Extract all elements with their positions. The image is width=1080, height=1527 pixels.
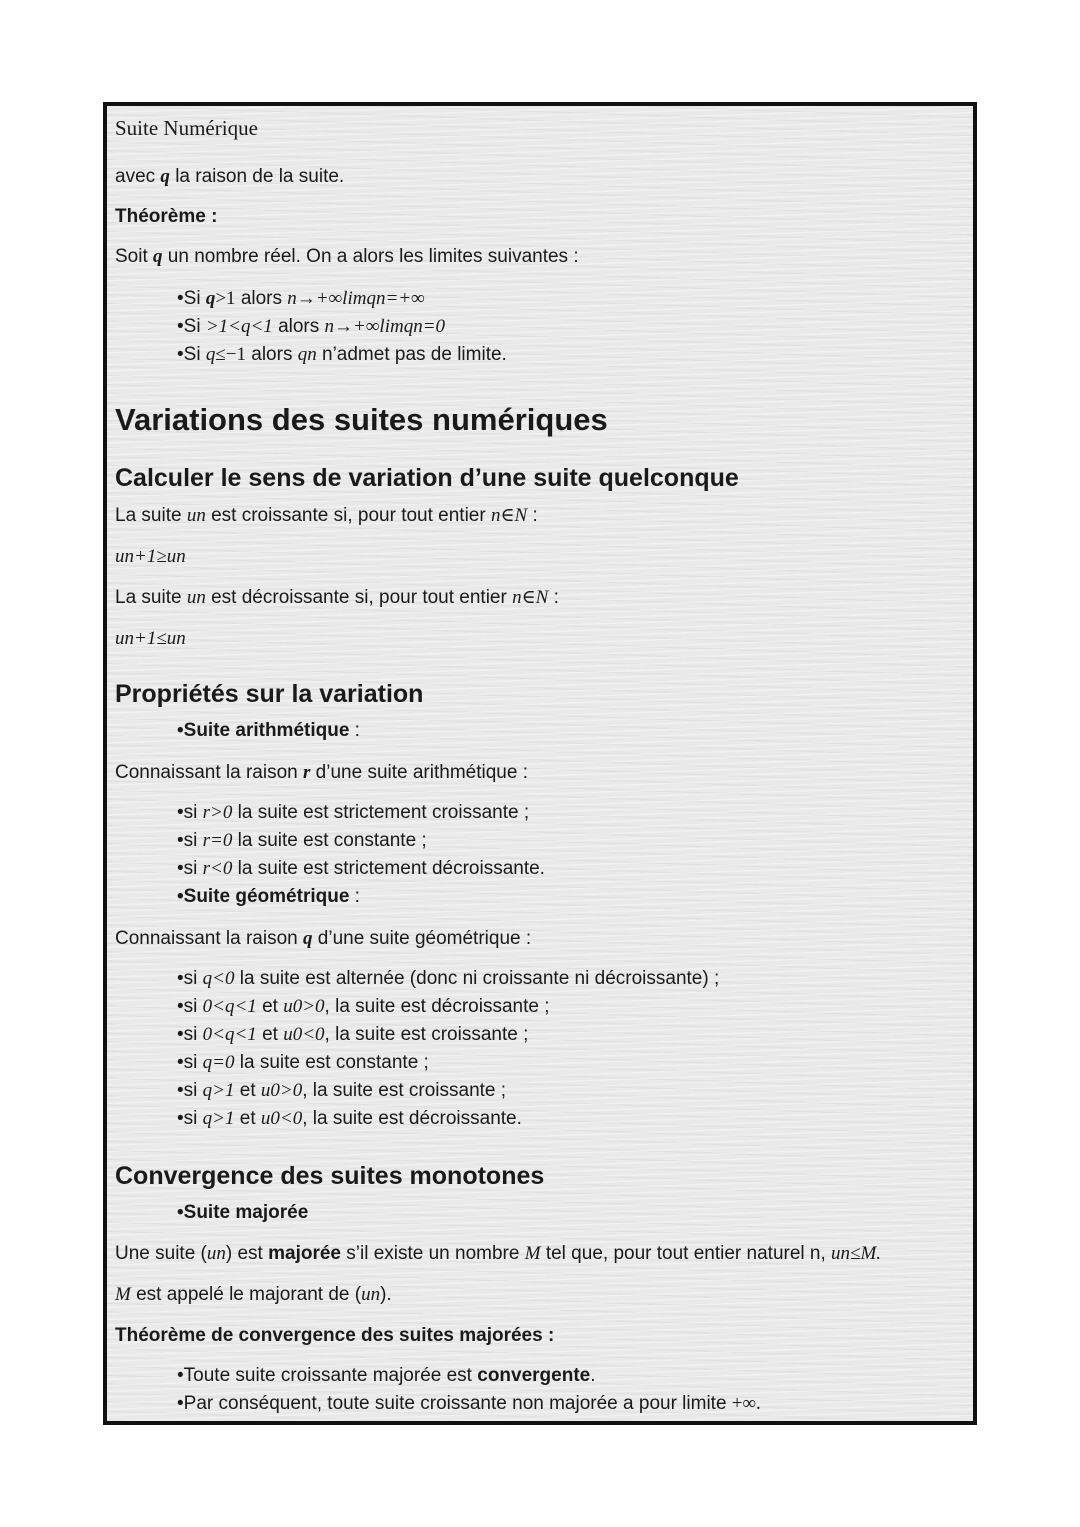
limit-item-3: •Si q≤−1 alors qn n’admet pas de limite. <box>177 344 507 365</box>
soit-q-line: Soit q un nombre réel. On a alors les limites suivantes : <box>115 246 579 267</box>
geo-intro: Connaissant la raison q d’une suite géométrique : <box>115 928 532 949</box>
arith-label: •Suite arithmétique : <box>177 720 360 741</box>
geo-item-4: •si q=0 la suite est constante ; <box>177 1052 429 1073</box>
convergence-item-1: •Toute suite croissante majorée est convergente. <box>177 1365 596 1386</box>
geo-label: •Suite géométrique : <box>177 886 360 907</box>
geo-item-6: •si q>1 et u0<0, la suite est décroissante. <box>177 1108 522 1129</box>
croissante-def: La suite un est croissante si, pour tout entier n∈N : <box>115 505 538 526</box>
arith-item-1: •si r>0 la suite est strictement croissante ; <box>177 802 530 823</box>
decroissante-formula: un+1≤un <box>115 628 186 649</box>
limit-item-1: •Si q>1 alors n→+∞limqn=+∞ <box>177 288 425 309</box>
convergence-item-2: •Par conséquent, toute suite croissante non majorée a pour limite +∞. <box>177 1393 761 1414</box>
arith-item-2: •si r=0 la suite est constante ; <box>177 830 427 851</box>
geo-item-1: •si q<0 la suite est alternée (donc ni croissante ni décroissante) ; <box>177 968 720 989</box>
subsection-title-convergence: Convergence des suites monotones <box>115 1162 545 1190</box>
theoreme-convergence-title: Théorème de convergence des suites majorées : <box>115 1325 555 1346</box>
arith-intro: Connaissant la raison r d’une suite arithmétique : <box>115 762 528 783</box>
header-title: Suite Numérique <box>115 116 258 140</box>
decroissante-def: La suite un est décroissante si, pour tout entier n∈N : <box>115 587 559 608</box>
theoreme-label: Théorème : <box>115 206 218 227</box>
section-title-variations: Variations des suites numériques <box>115 402 608 437</box>
arith-item-3: •si r<0 la suite est strictement décroissante. <box>177 858 545 879</box>
geo-item-2: •si 0<q<1 et u0>0, la suite est décroissante ; <box>177 996 550 1017</box>
subsection-title-sens: Calculer le sens de variation d’une suite quelconque <box>115 464 739 492</box>
avec-q-line: avec q la raison de la suite. <box>115 166 345 187</box>
majoree-def: Une suite (un) est majorée s’il existe un nombre M tel que, pour tout entier naturel n, un≤M. <box>115 1243 882 1264</box>
page-frame <box>103 102 977 1425</box>
majorant-def: M est appelé le majorant de (un). <box>115 1284 392 1305</box>
geo-item-5: •si q>1 et u0>0, la suite est croissante ; <box>177 1080 507 1101</box>
croissante-formula: un+1≥un <box>115 546 186 567</box>
geo-item-3: •si 0<q<1 et u0<0, la suite est croissante ; <box>177 1024 529 1045</box>
limit-item-2: •Si >1<q<1 alors n→+∞limqn=0 <box>177 316 446 337</box>
majoree-label: •Suite majorée <box>177 1202 309 1223</box>
subsection-title-proprietes: Propriétés sur la variation <box>115 680 424 708</box>
